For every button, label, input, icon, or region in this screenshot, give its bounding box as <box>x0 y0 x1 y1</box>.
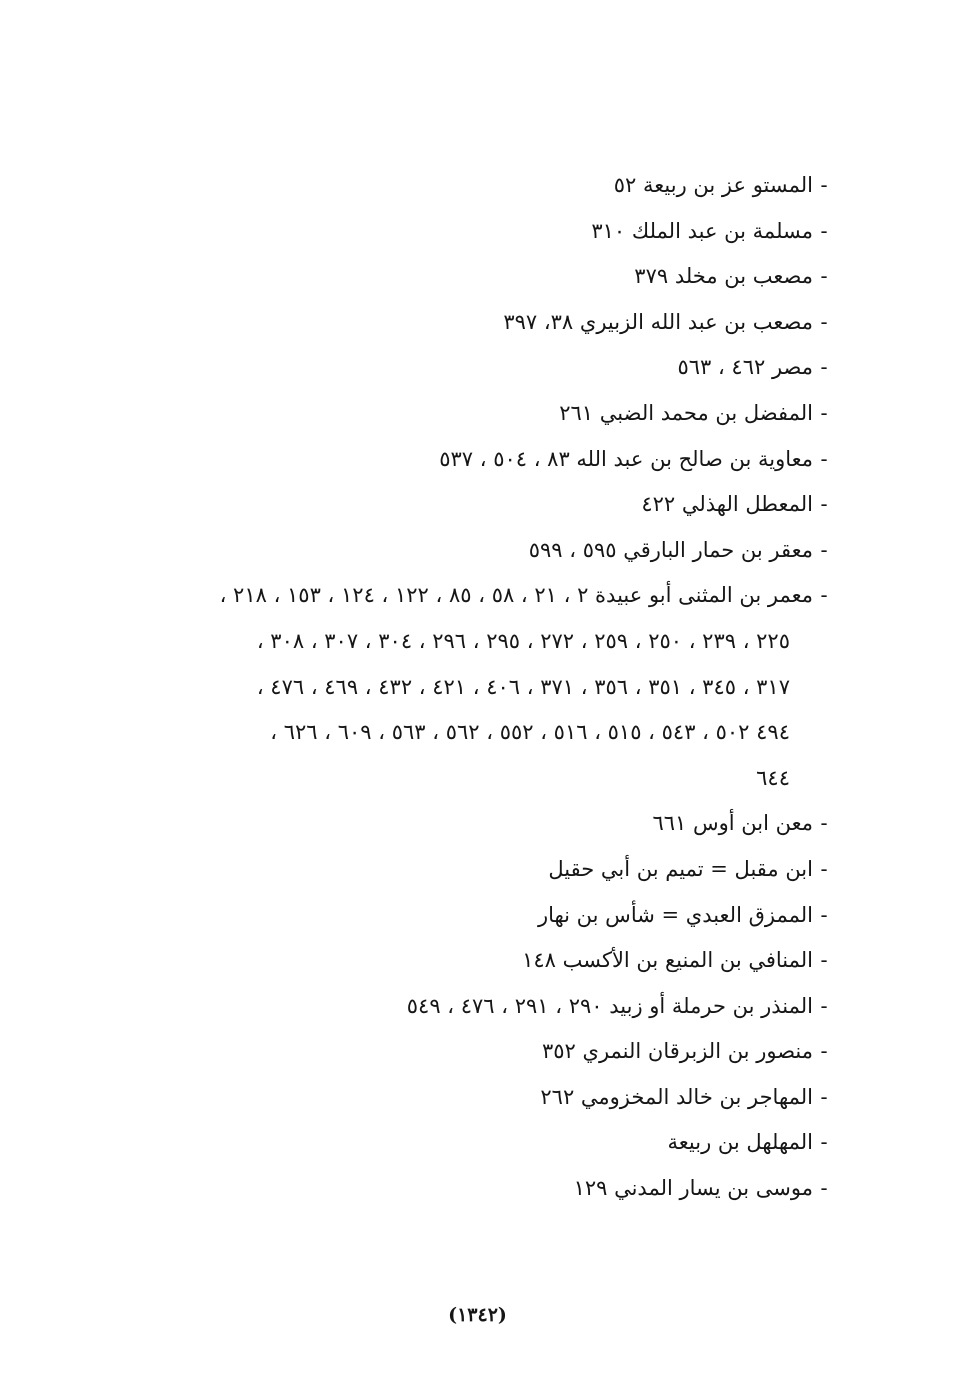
entry-text: المهاجر بن خالد المخزومي ٢٦٢ <box>540 1084 813 1109</box>
index-entry <box>120 573 835 619</box>
entry-text: الممزق العبدي = شأس بن نهار <box>537 902 813 927</box>
index-entry <box>120 482 835 528</box>
entry-dash: - <box>820 264 828 289</box>
entry-dash: - <box>820 400 828 425</box>
entry-text: موسى بن يسار المدني ١٢٩ <box>573 1176 813 1201</box>
entry-text: ٣١٧ ، ٣٤٥ ، ٣٥١ ، ٣٥٦ ، ٣٧١ ، ٤٠٦ ، ٤٢١ ، ٤٣٢ ، ٤٦٩ ، ٤٧٦ ، <box>256 674 790 699</box>
entry-dash: - <box>820 1084 828 1109</box>
index-entry-continuation <box>120 665 835 711</box>
index-entry <box>120 1075 835 1121</box>
index-entry <box>120 391 835 437</box>
index-entry <box>120 847 835 893</box>
entry-text: المفضل بن محمد الضبي ٢٦١ <box>559 400 813 425</box>
entry-dash: - <box>820 446 828 471</box>
entry-dash: - <box>820 355 828 380</box>
index-entry-continuation <box>120 756 835 802</box>
entry-text: مصعب بن مخلد ٣٧٩ <box>634 264 813 289</box>
entry-dash: - <box>820 1039 828 1064</box>
entry-dash: - <box>820 811 828 836</box>
entry-dash: - <box>820 492 828 517</box>
entry-text: منصور بن الزبرقان النمري ٣٥٢ <box>541 1039 813 1064</box>
entry-dash: - <box>820 1130 828 1155</box>
entry-text: معن ابن أوس ٦٦١ <box>652 811 813 836</box>
entry-dash: - <box>820 218 828 243</box>
index-entry <box>120 801 835 847</box>
entry-text: المنذر بن حرملة أو زبيد ٢٩٠ ، ٢٩١ ، ٤٧٦ ، ٥٤٩ <box>406 993 813 1018</box>
entry-dash: - <box>820 948 828 973</box>
page-number: (١٣٤٢) <box>448 1304 507 1326</box>
index-entry <box>120 1120 835 1166</box>
index-entry <box>120 1166 835 1212</box>
index-entry <box>120 209 835 255</box>
index-entry-continuation <box>120 710 835 756</box>
index-entry <box>120 300 835 346</box>
index-entry <box>120 345 835 391</box>
index-entry-continuation <box>120 619 835 665</box>
index-entry <box>120 984 835 1030</box>
entry-dash: - <box>820 309 828 334</box>
index-entry <box>120 254 835 300</box>
entry-text: المهلهل بن ربيعة <box>667 1130 813 1155</box>
entry-text: ٢٢٥ ، ٢٣٩ ، ٢٥٠ ، ٢٥٩ ، ٢٧٢ ، ٢٩٥ ، ٢٩٦ ، ٣٠٤ ، ٣٠٧ ، ٣٠٨ ، <box>256 628 790 653</box>
entry-dash: - <box>820 583 828 608</box>
entry-text: ٤٩٤ ٥٠٢ ، ٥٤٣ ، ٥١٥ ، ٥١٦ ، ٥٥٢ ، ٥٦٢ ، ٥٦٣ ، ٦٠٩ ، ٦٢٦ ، <box>270 720 790 745</box>
entry-dash: - <box>820 173 828 197</box>
entry-text: ابن مقبل = تميم بن أبي حقيل <box>548 856 813 881</box>
entry-text: المنافي بن المنيع بن الأكسب ١٤٨ <box>522 948 813 973</box>
entry-text: مصر ٤٦٢ ، ٥٦٣ <box>677 355 813 380</box>
index-entry <box>120 893 835 939</box>
entry-text: معمر بن المثنى أبو عبيدة ٢ ، ٢١ ، ٥٨ ، ٨٥ ، ١٢٢ ، ١٢٤ ، ١٥٣ ، ٢١٨ ، <box>219 583 813 608</box>
entry-dash: - <box>820 1176 828 1201</box>
index-entry <box>120 938 835 984</box>
entry-dash: - <box>820 537 828 562</box>
entry-text: مصعب بن عبد الله الزبيري ٣٨، ٣٩٧ <box>503 309 813 334</box>
index-entry <box>120 1029 835 1075</box>
entry-text: معاوية بن صالح بن عبد الله ٨٣ ، ٥٠٤ ، ٥٣٧ <box>439 446 813 471</box>
entry-text: المعطل الهذلي ٤٢٢ <box>641 492 813 517</box>
entry-dash: - <box>820 856 828 881</box>
entry-text: ٦٤٤ <box>756 765 790 790</box>
index-list <box>120 163 835 1212</box>
index-entry <box>120 528 835 574</box>
index-entry <box>120 163 835 209</box>
entry-dash: - <box>820 902 828 927</box>
entry-text: مسلمة بن عبد الملك ٣١٠ <box>591 218 813 243</box>
index-entry <box>120 437 835 483</box>
entry-dash: - <box>820 993 828 1018</box>
entry-text: معقر بن حمار البارقي ٥٩٥ ، ٥٩٩ <box>528 537 813 562</box>
entry-text: المستو عز بن ربيعة ٥٢ <box>613 173 813 197</box>
